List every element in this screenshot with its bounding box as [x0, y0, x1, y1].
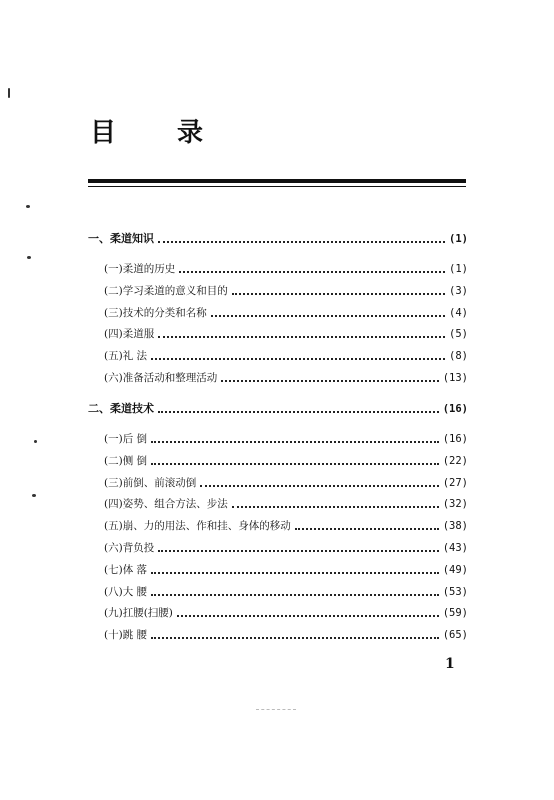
toc-entry-label: (三)技术的分类和名称 [104, 306, 207, 319]
toc-page-number: (43) [442, 542, 468, 554]
dot-leader [158, 410, 439, 413]
page-number: 1 [445, 656, 455, 672]
dot-leader [158, 335, 445, 338]
toc-section-label: 一、柔道知识 [88, 232, 154, 245]
dot-leader [151, 357, 445, 360]
dot-leader [158, 549, 439, 552]
dot-leader [151, 636, 439, 639]
toc-section[interactable] [88, 398, 468, 416]
toc-entry[interactable] [88, 280, 468, 298]
toc-page-number: (3) [449, 284, 468, 297]
toc-entry[interactable] [88, 493, 468, 511]
toc-page-number: (27) [442, 476, 468, 489]
toc-page-number: (5) [449, 328, 468, 341]
toc-page-number: (16) [442, 403, 468, 415]
toc-entry[interactable] [88, 624, 468, 642]
scan-speck [8, 88, 10, 98]
scan-speck [27, 256, 31, 259]
dot-leader [295, 527, 439, 530]
toc-entry[interactable] [88, 345, 468, 363]
toc-entry[interactable] [88, 323, 468, 341]
toc-entry-label: (六)准备活动和整理活动 [104, 372, 218, 384]
toc-entry-label: (九)扛腰(扫腰) [104, 607, 173, 620]
toc-page-number: (59) [442, 607, 468, 620]
scan-speck [32, 494, 36, 497]
toc-entry[interactable] [88, 367, 468, 385]
dot-leader [211, 314, 445, 317]
toc-entry-label: (七)体 落 [104, 563, 148, 576]
toc-entry[interactable] [88, 450, 468, 468]
toc-page-number: (13) [442, 372, 468, 384]
scan-speck [26, 205, 30, 208]
dot-leader [200, 484, 439, 487]
toc-entry[interactable] [88, 472, 468, 490]
toc-entry[interactable] [88, 602, 468, 620]
toc-entry-label: (三)前倒、前滚动倒 [104, 476, 197, 489]
toc-entry[interactable] [88, 515, 468, 533]
toc-page-number: (4) [449, 306, 468, 319]
toc-entry-label: (五)崩、力的用法、作和挂、身体的移动 [104, 520, 291, 533]
toc-entry[interactable] [88, 258, 468, 276]
toc-page-number: (8) [449, 350, 468, 363]
toc-entry-label: (八)大 腰 [104, 585, 148, 598]
toc-entry-label: (二)侧 倒 [104, 454, 148, 467]
toc-entry-label: (一)后 倒 [104, 433, 148, 445]
dot-leader [151, 462, 439, 465]
toc-page-number: (1) [449, 233, 468, 245]
toc-page-number: (16) [442, 433, 468, 445]
toc-page-number: (53) [442, 585, 468, 598]
dot-leader [221, 379, 439, 382]
toc-section[interactable] [88, 228, 468, 246]
dot-leader [232, 292, 445, 295]
toc-entry-label: (六)背负投 [104, 542, 155, 554]
toc-entry[interactable] [88, 559, 468, 577]
scan-mark [256, 709, 296, 710]
toc-entry-label: (五)礼 法 [104, 350, 148, 363]
dot-leader [177, 614, 439, 617]
toc-entry-label: (四)姿势、组合方法、步法 [104, 498, 228, 511]
toc-page-number: (1) [449, 263, 468, 275]
dot-leader [232, 505, 439, 508]
toc-page-number: (38) [442, 520, 468, 533]
toc-page-number: (65) [442, 629, 468, 642]
toc-entry[interactable] [88, 302, 468, 320]
title-rule-thick [88, 179, 466, 183]
toc-page-number: (49) [442, 563, 468, 576]
toc-entry-label: (四)柔道服 [104, 328, 155, 341]
page-title: 目 录 [90, 118, 230, 148]
title-rule-thin [88, 186, 466, 187]
toc-entry[interactable] [88, 537, 468, 555]
toc-page-number: (32) [442, 498, 468, 511]
toc-entry-label: (十)跳 腰 [104, 629, 148, 642]
dot-leader [158, 240, 445, 243]
toc-entry-label: (二)学习柔道的意义和目的 [104, 284, 228, 297]
toc-section-label: 二、柔道技术 [88, 402, 154, 415]
toc-page-number: (22) [442, 454, 468, 467]
toc-entry[interactable] [88, 581, 468, 599]
dot-leader [151, 571, 439, 574]
toc-entry[interactable] [88, 428, 468, 446]
dot-leader [179, 270, 445, 273]
toc-entry-label: (一)柔道的历史 [104, 263, 176, 275]
dot-leader [151, 593, 439, 596]
scan-speck [34, 440, 37, 443]
dot-leader [151, 440, 439, 443]
